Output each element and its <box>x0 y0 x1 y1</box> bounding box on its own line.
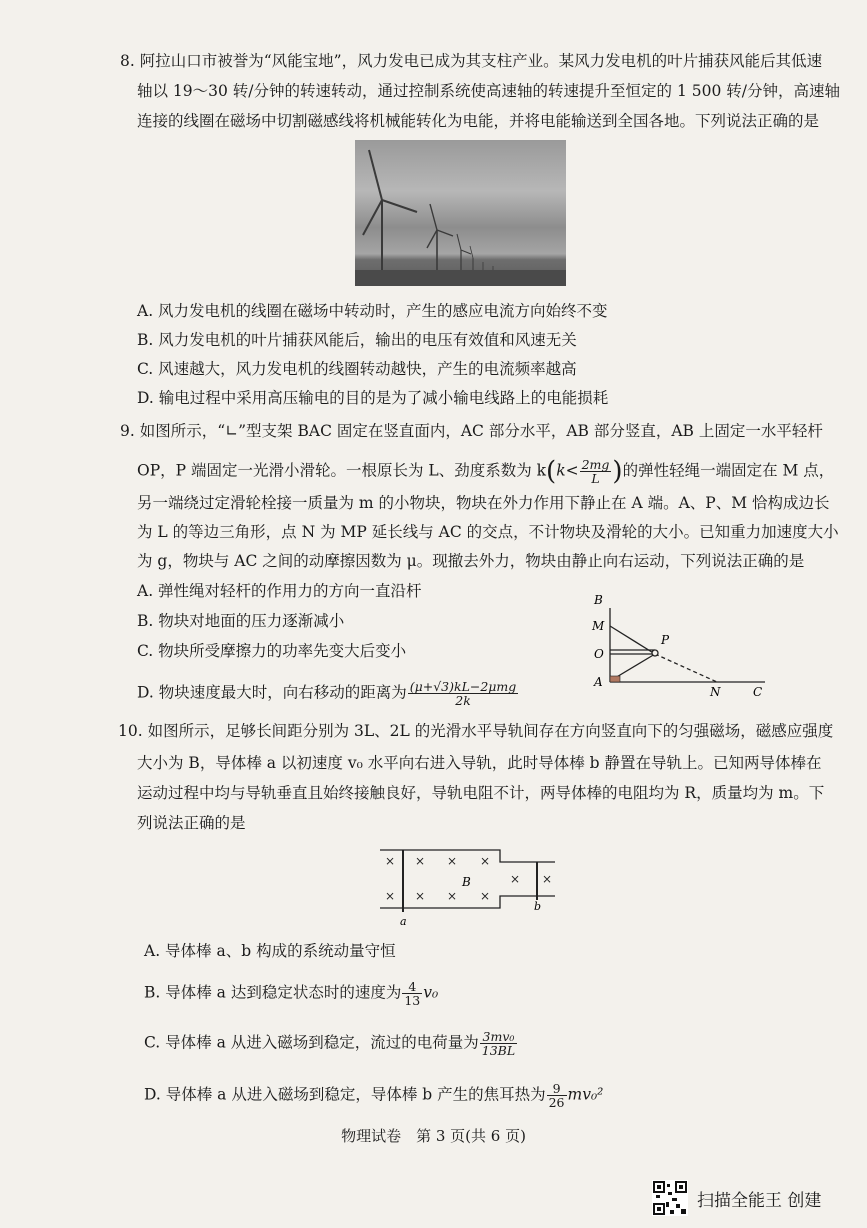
q9-stem-line3: 另一端绕过定滑轮栓接一质量为 m 的小物块，物块在外力作用下静止在 A 端。A、P、M 恰构成边长 <box>137 494 830 512</box>
page-footer: 物理试卷 第 3 页(共 6 页) <box>341 1127 526 1145</box>
q9-label-c: C <box>753 685 763 699</box>
q10-cross: × <box>385 854 396 868</box>
qr-code-icon <box>652 1180 688 1216</box>
q10-cross: × <box>510 872 521 886</box>
q9-stem-line2: OP，P 端固定一光滑小滑轮。一根原长为 L、劲度系数为 k(k< $\frac{2mg}{L}$ )的弹性轻绳一端固定在 M 点， <box>137 456 835 487</box>
q9-label-n: N <box>710 685 721 699</box>
q8-stem-line3: 连接的线圈在磁场中切割磁感线将机械能转化为电能，并将电能输送到全国各地。下列说法正确的是 <box>137 112 820 130</box>
q10-option-b: B. 导体棒 a 达到稳定状态时的速度为 $\frac{4}{13}$ v₀ <box>144 979 439 1008</box>
q8-option-d: D. 输电过程中采用高压输电的目的是为了减小输电线路上的电能损耗 <box>137 389 609 407</box>
q9-label-m: M <box>592 619 605 633</box>
q9-figure <box>585 590 775 705</box>
q10-cross: × <box>480 854 491 868</box>
q10-cross: × <box>415 854 426 868</box>
q9-stem-line5: 为 g，物块与 AC 之间的动摩擦因数为 μ。现撤去外力，物块由静止向右运动，下列说法正确的是 <box>137 552 805 570</box>
wind-turbine-photo <box>355 140 566 286</box>
q9-option-a: A. 弹性绳对轻杆的作用力的方向一直沿杆 <box>137 582 422 600</box>
q10-label-field-b: B <box>462 875 471 889</box>
q10-option-d: D. 导体棒 a 从进入磁场到稳定，导体棒 b 产生的焦耳热为 $\frac{9}{26}$ mv₀² <box>144 1081 604 1110</box>
q9-option-b: B. 物块对地面的压力逐渐减小 <box>137 612 345 630</box>
q10-figure <box>375 840 565 930</box>
q10-cross: × <box>447 854 458 868</box>
q10-label-a: a <box>400 915 407 928</box>
q10-option-a: A. 导体棒 a、b 构成的系统动量守恒 <box>144 942 396 960</box>
q10-stem-line4: 列说法正确的是 <box>137 814 246 832</box>
q10-cross: × <box>447 889 458 903</box>
q8-option-b: B. 风力发电机的叶片捕获风能后，输出的电压有效值和风速无关 <box>137 331 577 349</box>
q8-option-c: C. 风速越大，风力发电机的线圈转动越快，产生的电流频率越高 <box>137 360 577 378</box>
q9-option-d: D. 物块速度最大时，向右移动的距离为 $\frac{\text{(μ+√3)kL−2μmg}}{2k}$ <box>137 679 517 708</box>
q10-option-c: C. 导体棒 a 从进入磁场到稳定，流过的电荷量为 $\frac{\text{3mv₀}}{13BL}$ <box>144 1029 516 1058</box>
q10-cross: × <box>542 872 553 886</box>
q10-cross: × <box>385 889 396 903</box>
q10-label-b: b <box>534 900 542 913</box>
q8-stem-line2: 轴以 19～30 转/分钟的转速转动，通过控制系统使高速轴的转速提升至恒定的 1 500 转/分钟，高速轴 <box>137 82 840 100</box>
q9-label-b: B <box>594 593 603 607</box>
q8-option-a: A. 风力发电机的线圈在磁场中转动时，产生的感应电流方向始终不变 <box>137 302 608 320</box>
q9-label-p: P <box>661 633 670 647</box>
q9-label-a: A <box>594 675 603 689</box>
q8-stem-line1: 8. 阿拉山口市被誉为“风能宝地”，风力发电已成为其支柱产业。某风力发电机的叶片捕获风能后其低速 <box>120 52 823 70</box>
q9-stem-line1: 9. 如图所示，“∟”型支架 BAC 固定在竖直面内，AC 部分水平，AB 部分竖直，AB 上固定一水平轻杆 <box>120 422 823 440</box>
q10-cross: × <box>415 889 426 903</box>
q9-stem-line4: 为 L 的等边三角形，点 N 为 MP 延长线与 AC 的交点，不计物块及滑轮的大小。已知重力加速度大小 <box>137 523 839 541</box>
q10-stem-line1: 10. 如图所示，足够长间距分别为 3L、2L 的光滑水平导轨间存在方向竖直向下的匀强磁场，磁感应强度 <box>118 722 834 740</box>
q9-option-c: C. 物块所受摩擦力的功率先变大后变小 <box>137 642 407 660</box>
q10-cross: × <box>480 889 491 903</box>
q10-stem-line2: 大小为 B，导体棒 a 以初速度 v₀ 水平向右进入导轨，此时导体棒 b 静置在导轨上。已知两导体棒在 <box>137 754 822 772</box>
q9-label-o: O <box>594 647 604 661</box>
scanner-watermark: 扫描全能王 创建 <box>652 1178 852 1218</box>
q10-stem-line3: 运动过程中均与导轨垂直且始终接触良好，导轨电阻不计，两导体棒的电阻均为 R，质量均为 m。下 <box>137 784 825 802</box>
